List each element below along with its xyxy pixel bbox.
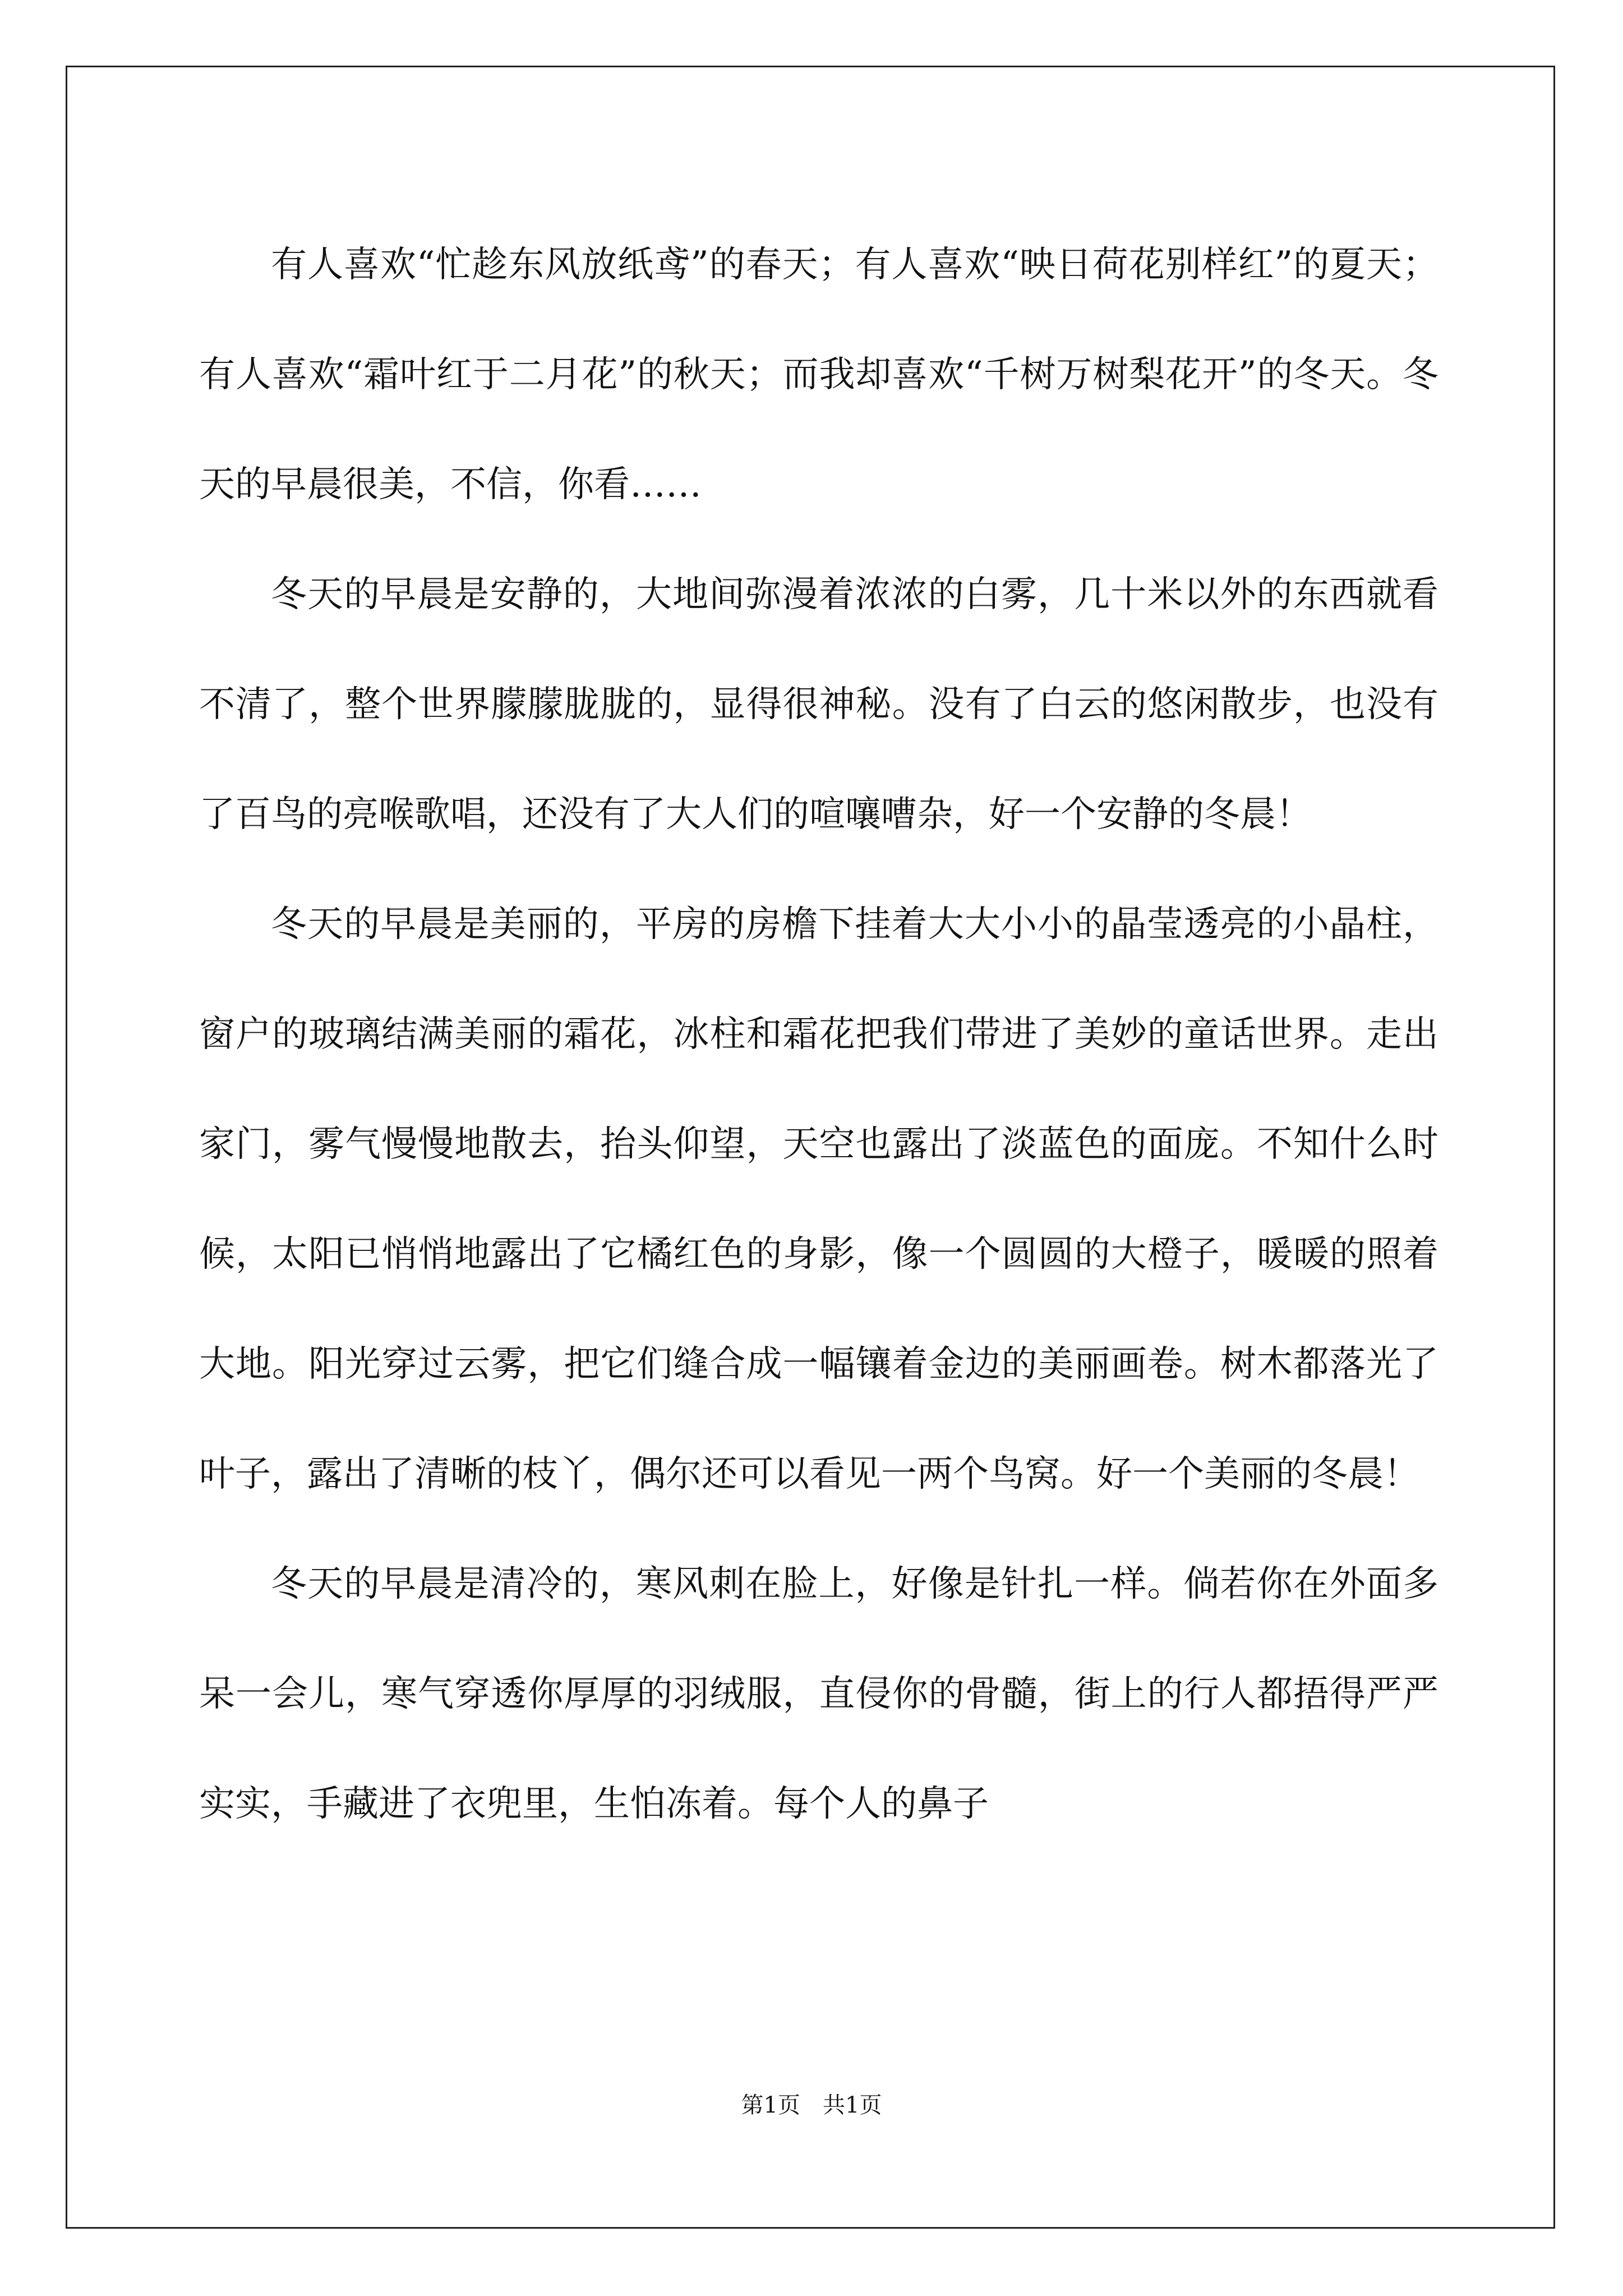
paragraph: 冬天的早晨是美丽的，平房的房檐下挂着大大小小的晶莹透亮的小晶柱，窗户的玻璃结满美丽的霜花，冰柱和霜花把我们带进了美妙的童话世界。走出家门，雾气慢慢地散去，抬头仰望，天空也露出了淡蓝色的面庞。不知什么时候，太阳已悄悄地露出了它橘红色的身影，像一个圆圆的大橙子，暖暖的照着大地。阳光穿过云雾，把它们缝合成一幅镶着金边的美丽画卷。树木都落光了叶子，露出了清晰的枝丫，偶尔还可以看见一两个鸟窝。好一个美丽的冬晨！ [199, 904, 1438, 1495]
paragraph: 有人喜欢“忙趁东风放纸鸢”的春天；有人喜欢“映日荷花别样红”的夏天；有人喜欢“霜叶红于二月花”的秋天；而我却喜欢“千树万树梨花开”的冬天。冬天的早晨很美，不信，你看…… [199, 244, 1438, 505]
document-body [199, 210, 1438, 1859]
paragraph: 冬天的早晨是清冷的，寒风刺在脸上，好像是针扎一样。倘若你在外面多呆一会儿，寒气穿透你厚厚的羽绒服，直侵你的骨髓，街上的行人都捂得严严实实，手藏进了衣兜里，生怕冻着。每个人的鼻子 [199, 1563, 1438, 1825]
paragraph: 冬天的早晨是安静的，大地间弥漫着浓浓的白雾，几十米以外的东西就看不清了，整个世界朦朦胧胧的，显得很神秘。没有了白云的悠闲散步，也没有了百鸟的亮喉歌唱，还没有了大人们的喧嚷嘈杂，好一个安静的冬晨！ [199, 574, 1438, 835]
page-number-footer: 第1页 共1页 [741, 2092, 882, 2118]
